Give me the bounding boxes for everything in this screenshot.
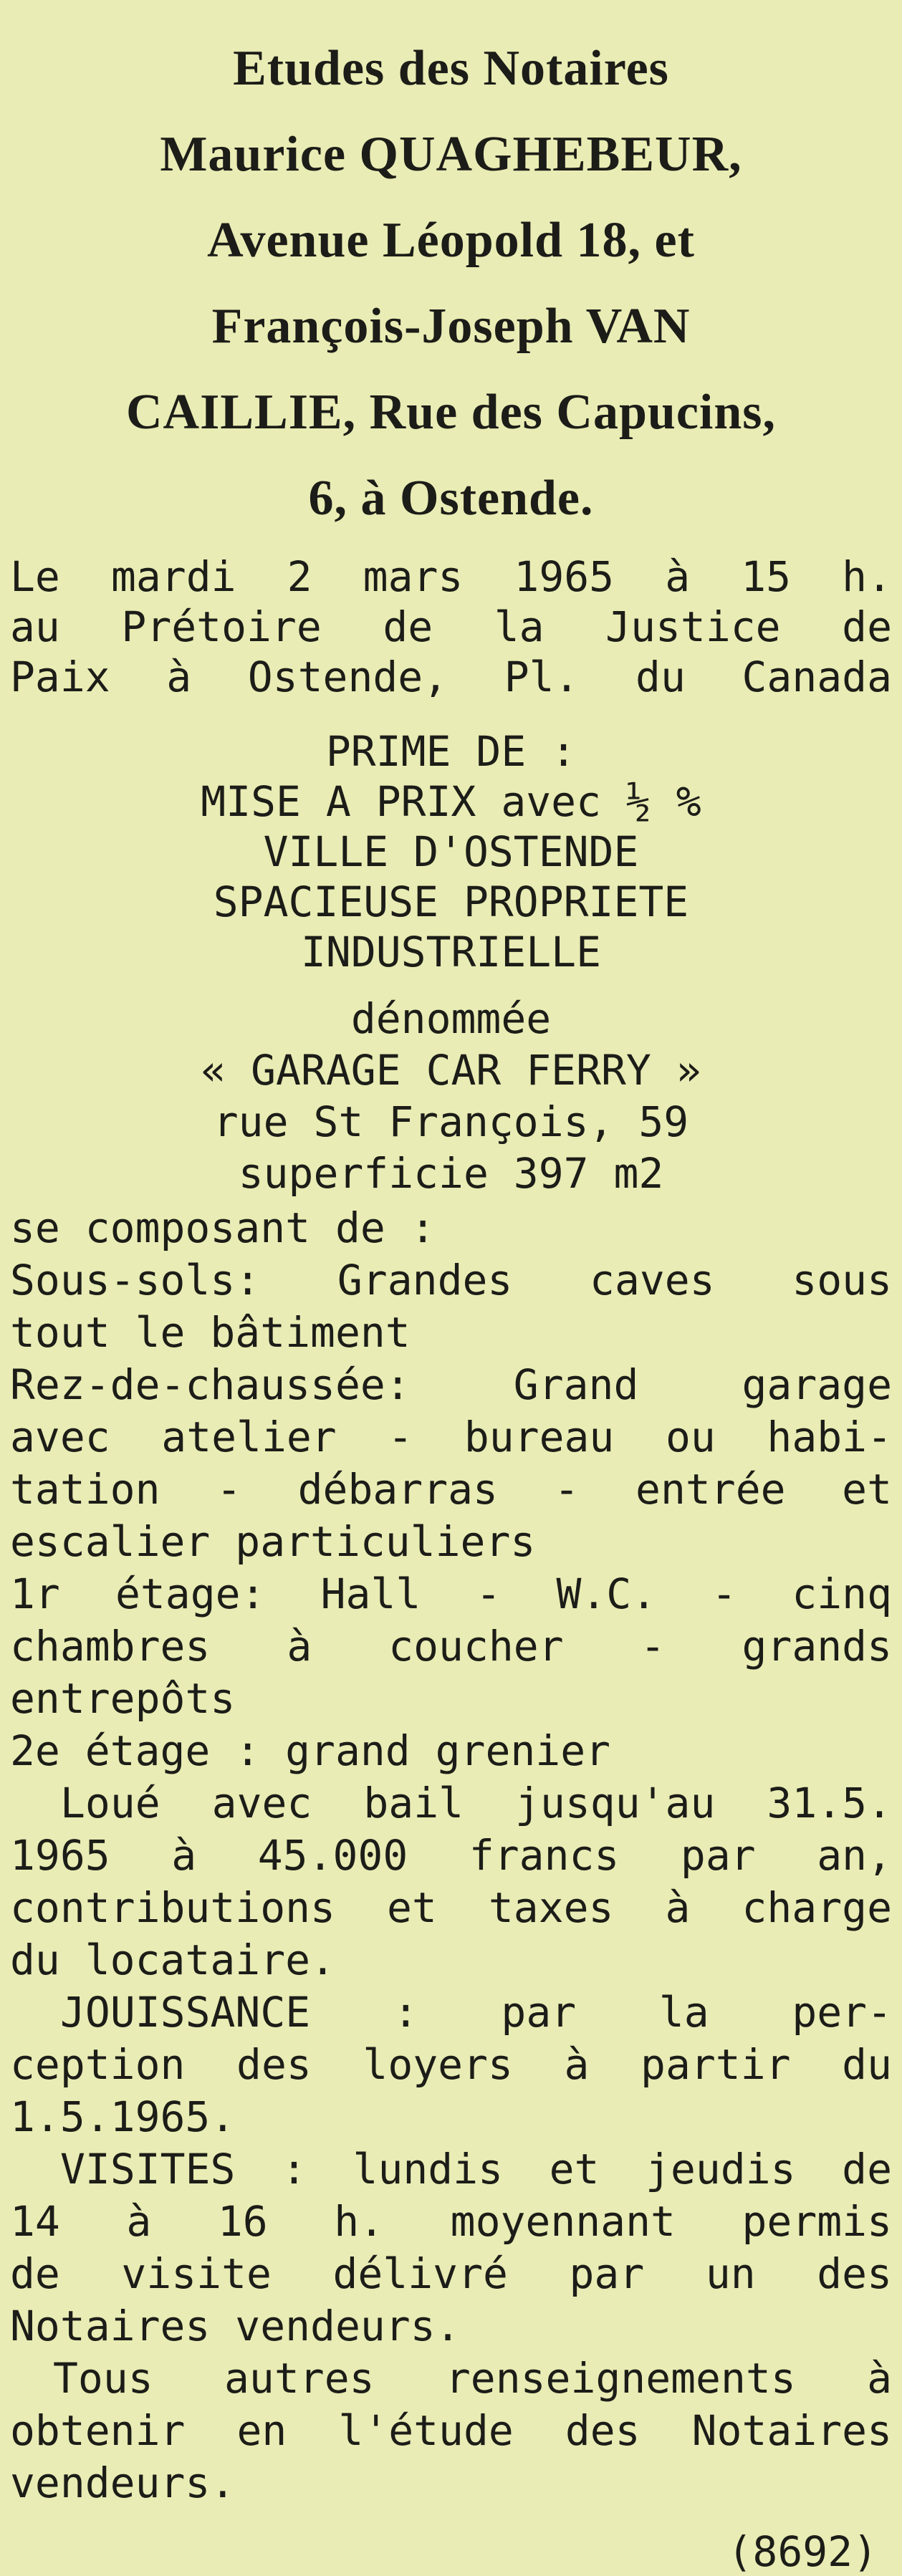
text-line: Tous autres renseignements à <box>53 2354 892 2403</box>
intro-line: au Prétoire de la Justice de <box>10 602 892 651</box>
name-line: superficie 397 m2 <box>238 1149 664 1198</box>
text-line: tout le bâtiment <box>10 1308 411 1357</box>
name-line: « GARAGE CAR FERRY » <box>201 1046 701 1095</box>
text-line: 1r étage: Hall - W.C. - cinq <box>10 1570 892 1618</box>
paragraph-second-floor <box>10 1725 892 1777</box>
composition <box>10 1202 892 2509</box>
text-line: chambres à coucher - grands <box>10 1622 892 1671</box>
text-line: tation - débarras - entrée et <box>10 1465 892 1514</box>
text-line: JOUISSANCE : par la per- <box>60 1988 892 2037</box>
text-line: 14 à 16 h. moyennant permis <box>10 2197 892 2246</box>
paragraph-basement <box>10 1254 892 1359</box>
caps-line: INDUSTRIELLE <box>300 928 602 976</box>
header-line: Maurice QUAGHEBEUR, <box>160 127 742 182</box>
property-name <box>10 993 892 1199</box>
header-line: 6, à Ostende. <box>308 471 594 526</box>
paragraph-closing <box>10 2352 892 2509</box>
text-line: du locataire. <box>10 1936 335 1984</box>
name-line: dénommée <box>350 994 552 1043</box>
intro-line: Paix à Ostende, Pl. du Canada <box>10 653 892 701</box>
text-line: avec atelier - bureau ou habi- <box>10 1413 892 1461</box>
text-line: vendeurs. <box>10 2459 236 2507</box>
text-line: 1965 à 45.000 francs par an, <box>10 1831 892 1880</box>
text-line: de visite délivré par un des <box>10 2249 892 2298</box>
sale-date-place <box>10 552 892 702</box>
notice-body <box>10 552 892 2509</box>
paragraph-first-floor <box>10 1568 892 1725</box>
header-line: François-Joseph VAN <box>211 299 691 354</box>
text-line: Loué avec bail jusqu'au 31.5. <box>60 1779 892 1827</box>
caps-line: VILLE D'OSTENDE <box>263 827 639 876</box>
caps-line: PRIME DE : <box>325 727 577 776</box>
header-line: Avenue Léopold 18, et <box>207 213 695 268</box>
paragraph-jouissance <box>10 1986 892 2143</box>
notice-header <box>10 0 892 542</box>
text-line: escalier particuliers <box>10 1517 536 1566</box>
text-line: ception des loyers à partir du <box>10 2040 892 2089</box>
paragraph-visites <box>10 2143 892 2352</box>
property-title <box>10 726 892 977</box>
intro-line: Le mardi 2 mars 1965 à 15 h. <box>10 552 892 601</box>
text-line: Rez-de-chaussée: Grand garage <box>10 1360 892 1409</box>
text-line: contributions et taxes à charge <box>10 1883 892 1932</box>
text-line: Notaires vendeurs. <box>10 2302 461 2350</box>
paragraph-lease <box>10 1777 892 1986</box>
name-line: rue St François, 59 <box>213 1097 689 1146</box>
text-line: 1.5.1965. <box>10 2092 236 2141</box>
text-line: 2e étage : grand grenier <box>10 1726 611 1775</box>
reference-number: (8692) <box>727 2527 878 2576</box>
caps-line: MISE A PRIX avec ½ % <box>201 777 701 826</box>
text-line: obtenir en l'étude des Notaires <box>10 2406 892 2455</box>
header-line: Etudes des Notaires <box>233 41 669 96</box>
text-line: entrepôts <box>10 1674 236 1723</box>
text-line: VISITES : lundis et jeudis de <box>60 2145 892 2193</box>
caps-line: SPACIEUSE PROPRIETE <box>213 878 689 926</box>
header-line: CAILLIE, Rue des Capucins, <box>125 385 777 440</box>
composition-intro: se composant de : <box>10 1203 436 1252</box>
text-line: Sous-sols: Grandes caves sous <box>10 1256 892 1304</box>
paragraph-ground-floor <box>10 1359 892 1568</box>
